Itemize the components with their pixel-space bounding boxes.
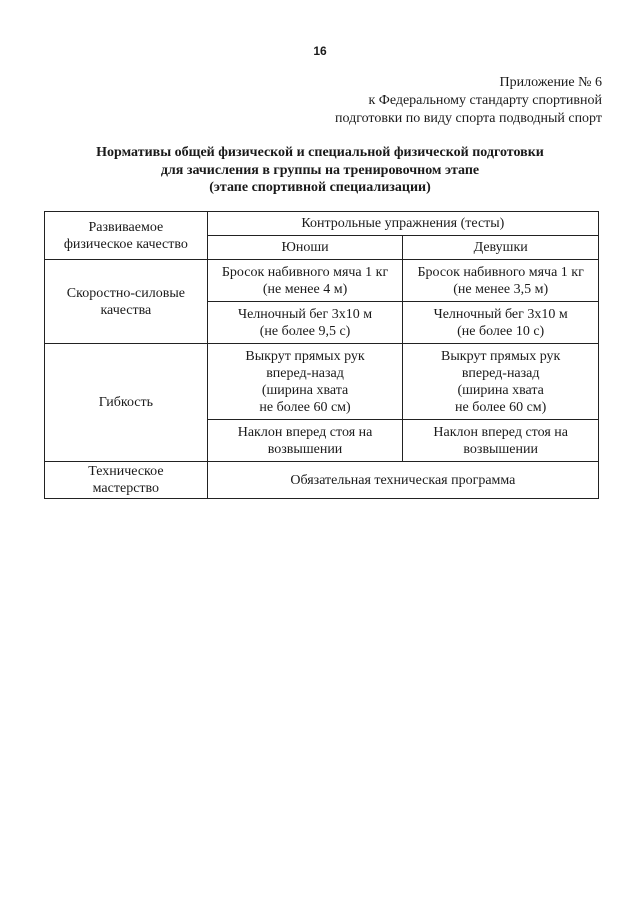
twist-boys-cell — [207, 344, 403, 420]
shuttle-girls-cell — [403, 302, 599, 344]
shuttle-girls-line-1: Челночный бег 3х10 м — [433, 306, 568, 322]
twist-boys-line-1: Выкрут прямых рук — [245, 348, 365, 364]
speed-strength-label-cell — [45, 260, 208, 344]
technical-label-cell — [45, 462, 208, 499]
table-header-row — [45, 212, 599, 236]
throw-girls-line-2: (не менее 3,5 м) — [453, 281, 549, 297]
bend-boys-line-1: Наклон вперед стоя на — [237, 424, 373, 440]
throw-boys-line-1: Бросок набивного мяча 1 кг — [221, 264, 389, 280]
bend-boys-cell — [207, 420, 403, 462]
appendix-header — [335, 74, 602, 128]
twist-boys-line-4: не более 60 см) — [259, 399, 351, 415]
standards-table — [44, 211, 599, 499]
appendix-line-3: подготовки по виду спорта подводный спорт — [335, 111, 602, 126]
technical-label-line-1: Техническое — [88, 464, 164, 479]
twist-girls-cell — [403, 344, 599, 420]
bend-girls-cell — [403, 420, 599, 462]
header-quality-line-1: Развиваемое — [88, 219, 164, 235]
twist-girls-line-1: Выкрут прямых рук — [441, 348, 561, 364]
page-number: 16 — [313, 44, 327, 58]
header-boys-cell: Юноши — [207, 236, 403, 260]
bend-girls-line-1: Наклон вперед стоя на — [433, 424, 568, 440]
flexibility-label-cell: Гибкость — [45, 344, 208, 462]
header-tests-cell: Контрольные упражнения (тесты) — [207, 212, 598, 236]
technical-label-line-2: мастерство — [92, 481, 160, 496]
header-quality-cell — [45, 212, 208, 260]
throw-boys-cell — [207, 260, 403, 302]
table-row — [45, 462, 599, 499]
title-line-1: Нормативы общей физической и специальной физической подготовки — [96, 145, 544, 160]
throw-girls-cell — [403, 260, 599, 302]
technical-program-cell: Обязательная техническая программа — [207, 462, 598, 499]
twist-girls-line-4: не более 60 см) — [455, 399, 547, 415]
shuttle-girls-line-2: (не более 10 с) — [457, 323, 545, 339]
appendix-line-2: к Федеральному стандарту спортивной — [368, 93, 602, 108]
twist-boys-line-3: (ширина хвата — [261, 382, 349, 398]
bend-boys-line-2: возвышении — [267, 441, 343, 457]
table-row — [45, 344, 599, 420]
header-quality-line-2: физическое качество — [63, 236, 188, 252]
header-girls-cell: Девушки — [403, 236, 599, 260]
title-line-2: для зачисления в группы на тренировочном этапе — [160, 162, 480, 178]
table-row — [45, 260, 599, 302]
throw-girls-line-1: Бросок набивного мяча 1 кг — [417, 264, 584, 280]
bend-girls-line-2: возвышении — [463, 441, 538, 457]
document-title — [0, 144, 640, 197]
twist-girls-line-2: вперед-назад — [461, 365, 540, 381]
speed-strength-label-line-2: качества — [100, 302, 152, 318]
twist-girls-line-3: (ширина хвата — [457, 382, 544, 398]
throw-boys-line-2: (не менее 4 м) — [262, 281, 348, 297]
title-line-3: (этапе спортивной специализации) — [209, 180, 431, 195]
shuttle-boys-line-1: Челночный бег 3х10 м — [237, 306, 373, 322]
shuttle-boys-cell — [207, 302, 403, 344]
shuttle-boys-line-2: (не более 9,5 с) — [259, 323, 351, 339]
speed-strength-label-line-1: Скоростно-силовые — [66, 285, 185, 301]
appendix-line-1: Приложение № 6 — [499, 75, 602, 90]
twist-boys-line-2: вперед-назад — [266, 365, 344, 381]
